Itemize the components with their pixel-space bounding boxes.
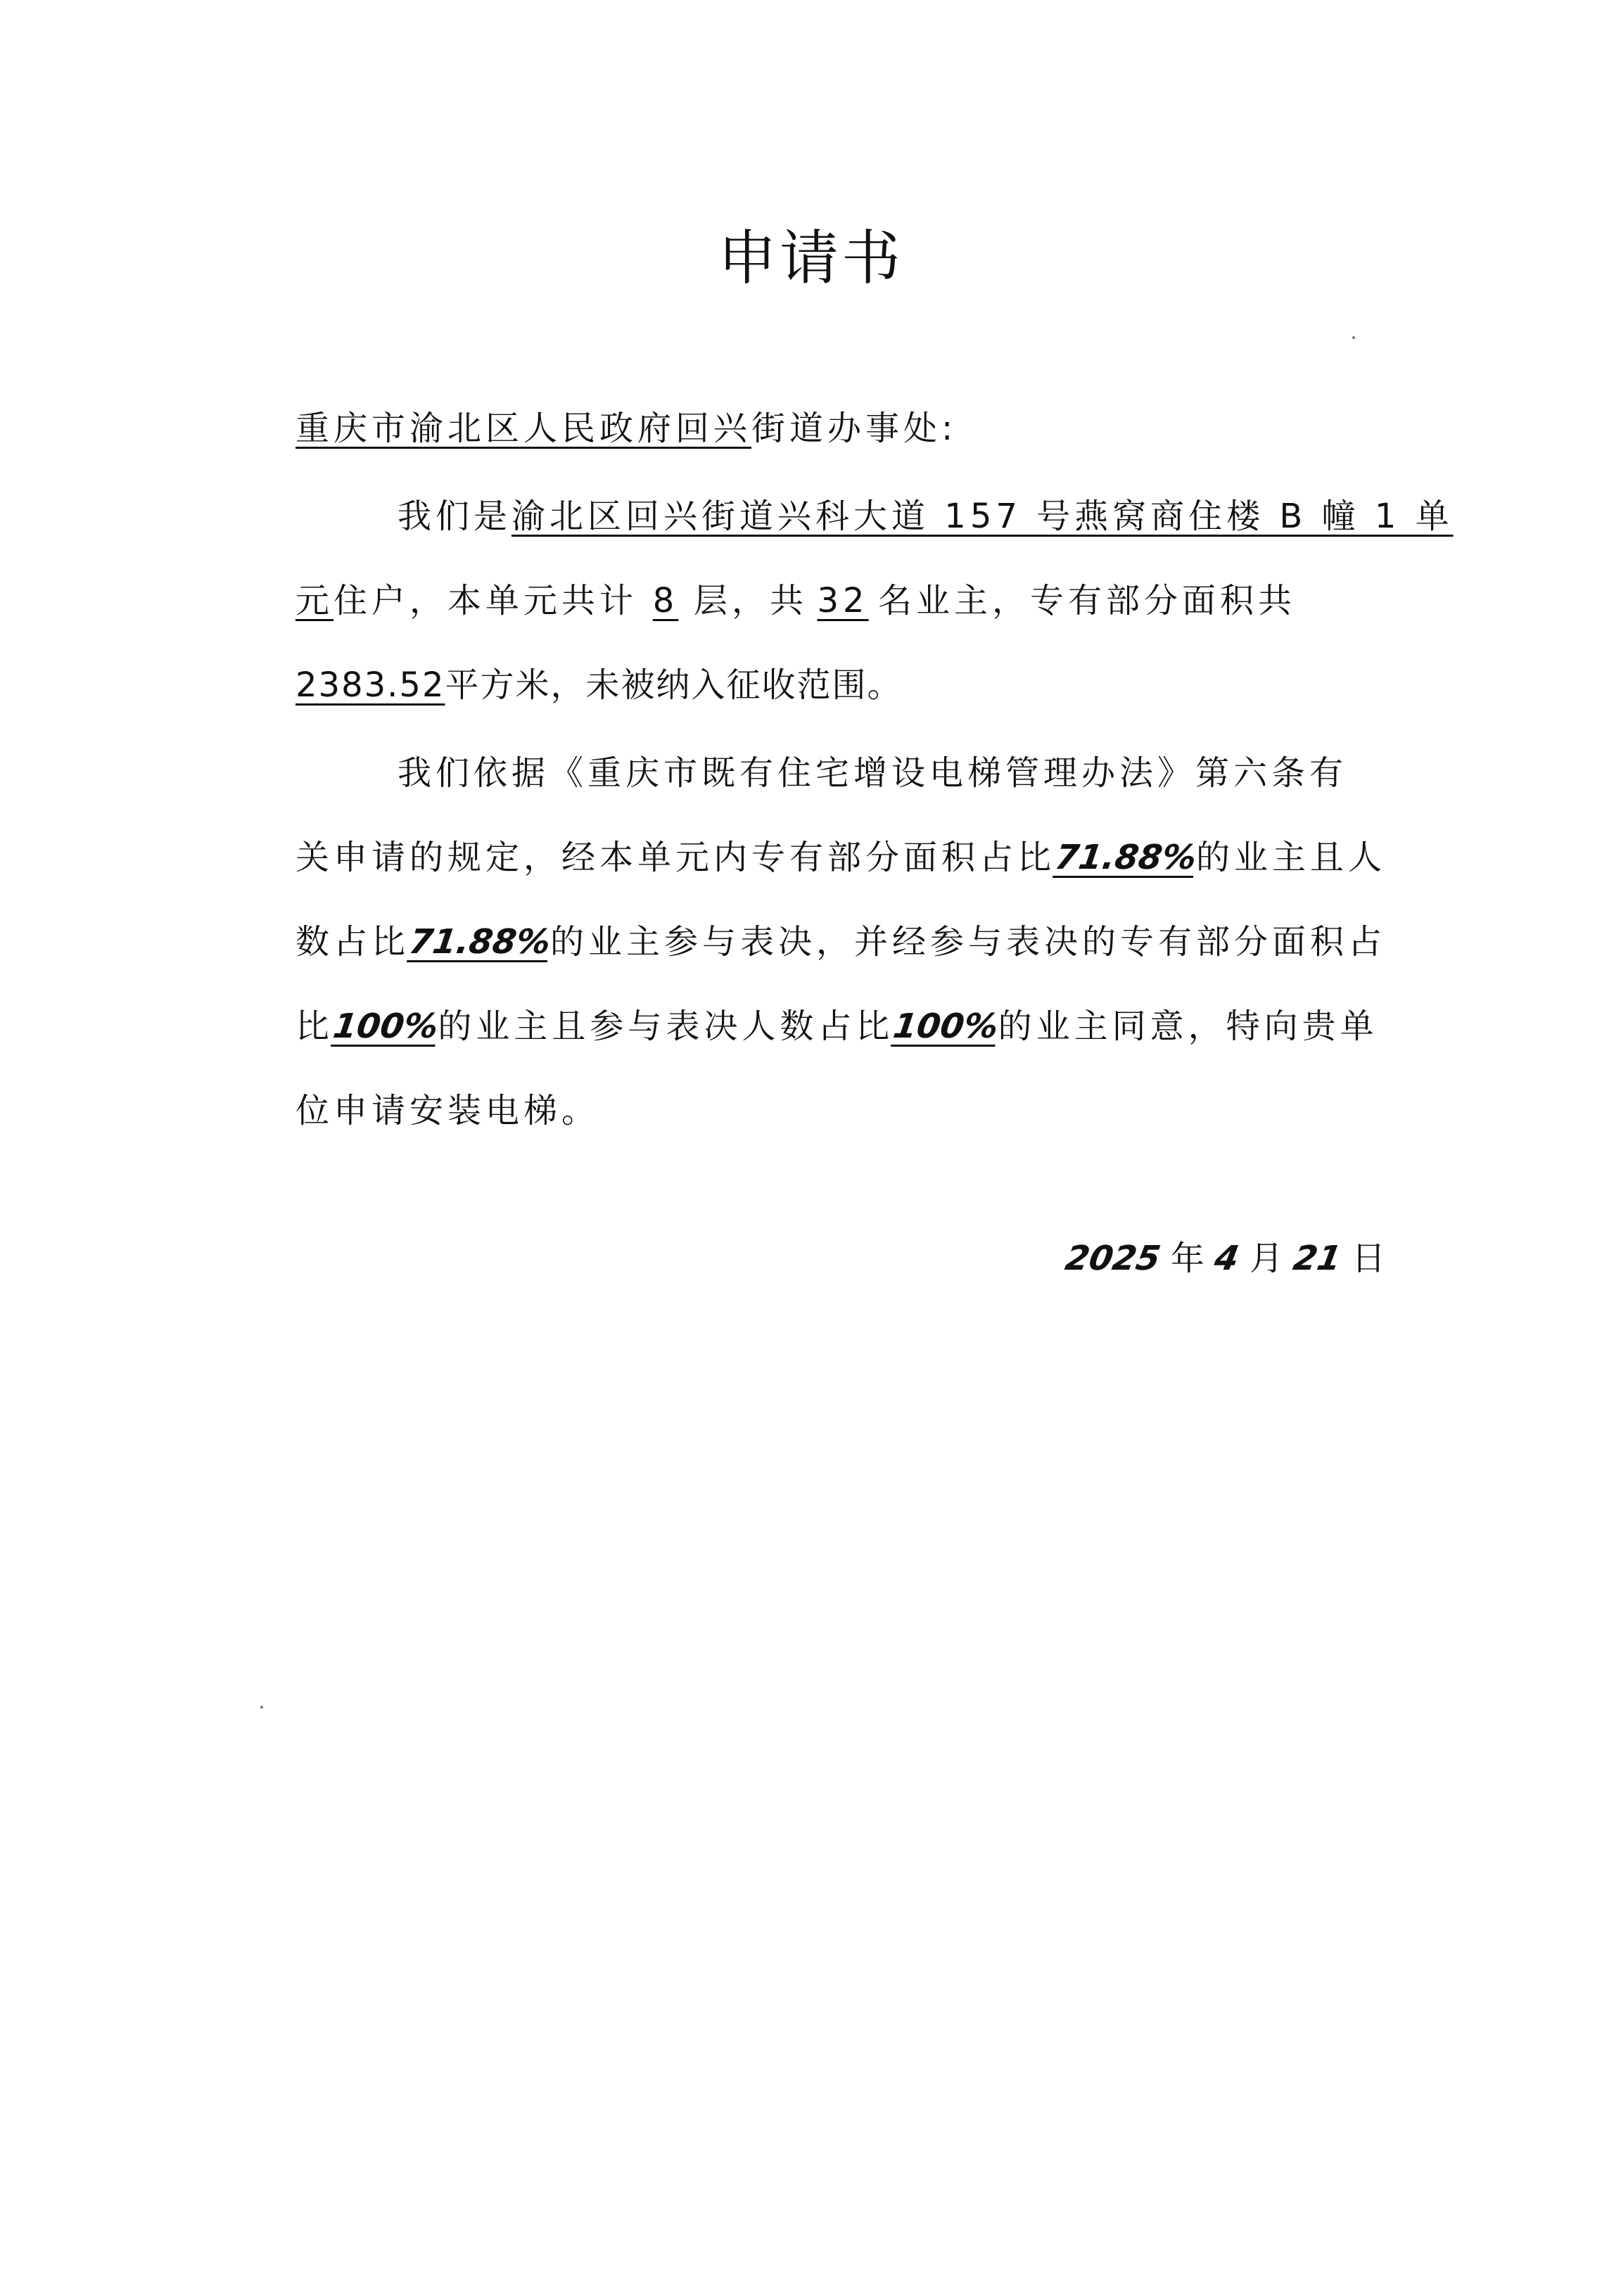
para1-address-line2: 元 [295, 581, 334, 620]
para2-line3-prefix: 数占比 [295, 922, 410, 962]
date-month-unit: 月 [1249, 1239, 1283, 1278]
para2-line3 [295, 914, 1386, 963]
para1-line1 [398, 489, 1454, 537]
date-day: 21 [1290, 1239, 1345, 1278]
para2-line4-suffix: 的业主同意，特向贵单 [998, 1007, 1378, 1046]
para2-line2-prefix: 关申请的规定，经本单元内专有部分面积占比 [295, 838, 1056, 877]
document-title: 申请书 [717, 224, 903, 293]
para2-line1: 我们依据《重庆市既有住宅增设电梯管理办法》第六条有 [398, 753, 1348, 793]
signature-date [1062, 1231, 1386, 1280]
para2-line5: 位申请安装电梯。 [295, 1091, 600, 1130]
salutation-underlined: 重庆市渝北区人民政府回兴 [295, 409, 752, 448]
people-share-value: 71.88% [407, 922, 553, 962]
salutation-rest: 街道办事处: [751, 409, 958, 448]
area-share-value: 71.88% [1053, 838, 1199, 877]
para2-line3-suffix: 的业主参与表决，并经参与表决的专有部分面积占 [549, 922, 1386, 962]
para2-line4-mid: 的业主且参与表决人数占比 [438, 1007, 894, 1046]
date-day-unit: 日 [1352, 1239, 1386, 1278]
scan-speck [1352, 336, 1355, 339]
para2-line2 [295, 830, 1386, 879]
para1-line2 [295, 573, 1296, 622]
para2-line4-prefix: 比 [295, 1007, 334, 1046]
owners-suffix: 名业主，专有部分面积共 [878, 581, 1297, 620]
para1-address-line1: 渝北区回兴街道兴科大道 157 号燕窝商住楼 B 幢 1 单 [511, 497, 1454, 536]
scan-speck [260, 1706, 263, 1709]
salutation [295, 401, 957, 449]
para2-line4 [295, 999, 1378, 1047]
floors-value: 8 [652, 581, 679, 620]
para1-prefix: 我们是 [398, 497, 512, 536]
para2-line2-suffix: 的业主且人 [1195, 838, 1386, 877]
floors-suffix: 层，共 [694, 581, 808, 620]
area-value: 2383.52 [295, 665, 445, 705]
owners-value: 32 [817, 581, 869, 620]
vote-people-share-value: 100% [891, 1007, 1001, 1046]
para1-line3 [295, 658, 903, 706]
date-month: 4 [1212, 1239, 1242, 1278]
area-suffix: 平方米，未被纳入征收范围。 [445, 665, 903, 705]
vote-area-share-value: 100% [331, 1007, 441, 1046]
date-year: 2025 [1062, 1239, 1164, 1278]
para1-after-address: 住户，本单元共计 [333, 581, 638, 620]
date-year-unit: 年 [1170, 1239, 1204, 1278]
